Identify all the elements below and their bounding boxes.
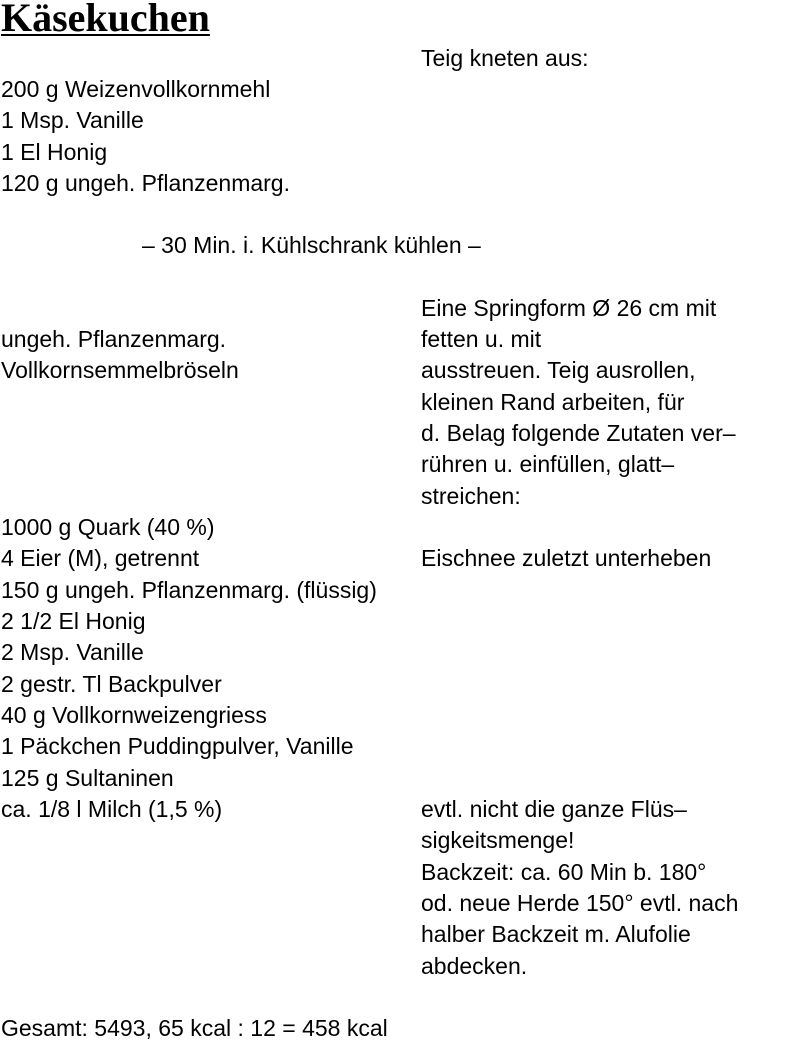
final-instruction: od. neue Herde 150° evtl. nach bbox=[421, 890, 739, 916]
filling-ingredient: ca. 1/8 l Milch (1,5 %) bbox=[1, 796, 223, 822]
filling-ingredient: 2 gestr. Tl Backpulver bbox=[1, 671, 222, 697]
final-instruction: abdecken. bbox=[421, 953, 528, 979]
pan-instruction: ausstreuen. Teig ausrollen, bbox=[421, 357, 696, 383]
chill-note: – 30 Min. i. Kühlschrank kühlen – bbox=[142, 232, 481, 258]
final-instruction: sigkeitsmenge! bbox=[421, 827, 575, 853]
pan-instruction: streichen: bbox=[421, 483, 521, 509]
filling-ingredient: 1 Päckchen Puddingpulver, Vanille bbox=[1, 733, 354, 759]
filling-ingredient: 150 g ungeh. Pflanzenmarg. (flüssig) bbox=[1, 577, 377, 603]
calorie-total: Gesamt: 5493, 65 kcal : 12 = 458 kcal bbox=[1, 1015, 388, 1041]
recipe-title: Käsekuchen bbox=[1, 0, 210, 40]
dough-ingredient: 120 g ungeh. Pflanzenmarg. bbox=[1, 170, 290, 196]
filling-ingredient: 1000 g Quark (40 %) bbox=[1, 514, 215, 540]
dough-ingredient: 1 Msp. Vanille bbox=[1, 107, 144, 133]
pan-instruction: rühren u. einfüllen, glatt– bbox=[421, 451, 675, 477]
pan-instruction: Eine Springform Ø 26 cm mit bbox=[421, 295, 717, 321]
pan-ingredient: ungeh. Pflanzenmarg. bbox=[1, 326, 227, 352]
filling-ingredient: 2 1/2 El Honig bbox=[1, 608, 146, 634]
egg-note: Eischnee zuletzt unterheben bbox=[421, 545, 712, 571]
final-instruction: halber Backzeit m. Alufolie bbox=[421, 921, 691, 947]
final-instruction: evtl. nicht die ganze Flüs– bbox=[421, 796, 687, 822]
dough-ingredient: 200 g Weizenvollkornmehl bbox=[1, 76, 271, 102]
pan-instruction: d. Belag folgende Zutaten ver– bbox=[421, 420, 736, 446]
final-instruction: Backzeit: ca. 60 Min b. 180° bbox=[421, 859, 707, 885]
filling-ingredient: 40 g Vollkornweizengriess bbox=[1, 702, 267, 728]
dough-heading: Teig kneten aus: bbox=[421, 45, 589, 71]
pan-instruction: kleinen Rand arbeiten, für bbox=[421, 389, 685, 415]
filling-ingredient: 125 g Sultaninen bbox=[1, 765, 174, 791]
filling-ingredient: 2 Msp. Vanille bbox=[1, 639, 144, 665]
dough-ingredient: 1 El Honig bbox=[1, 139, 108, 165]
pan-instruction: fetten u. mit bbox=[421, 326, 542, 352]
pan-ingredient: Vollkornsemmelbröseln bbox=[1, 357, 239, 383]
filling-ingredient: 4 Eier (M), getrennt bbox=[1, 545, 200, 571]
